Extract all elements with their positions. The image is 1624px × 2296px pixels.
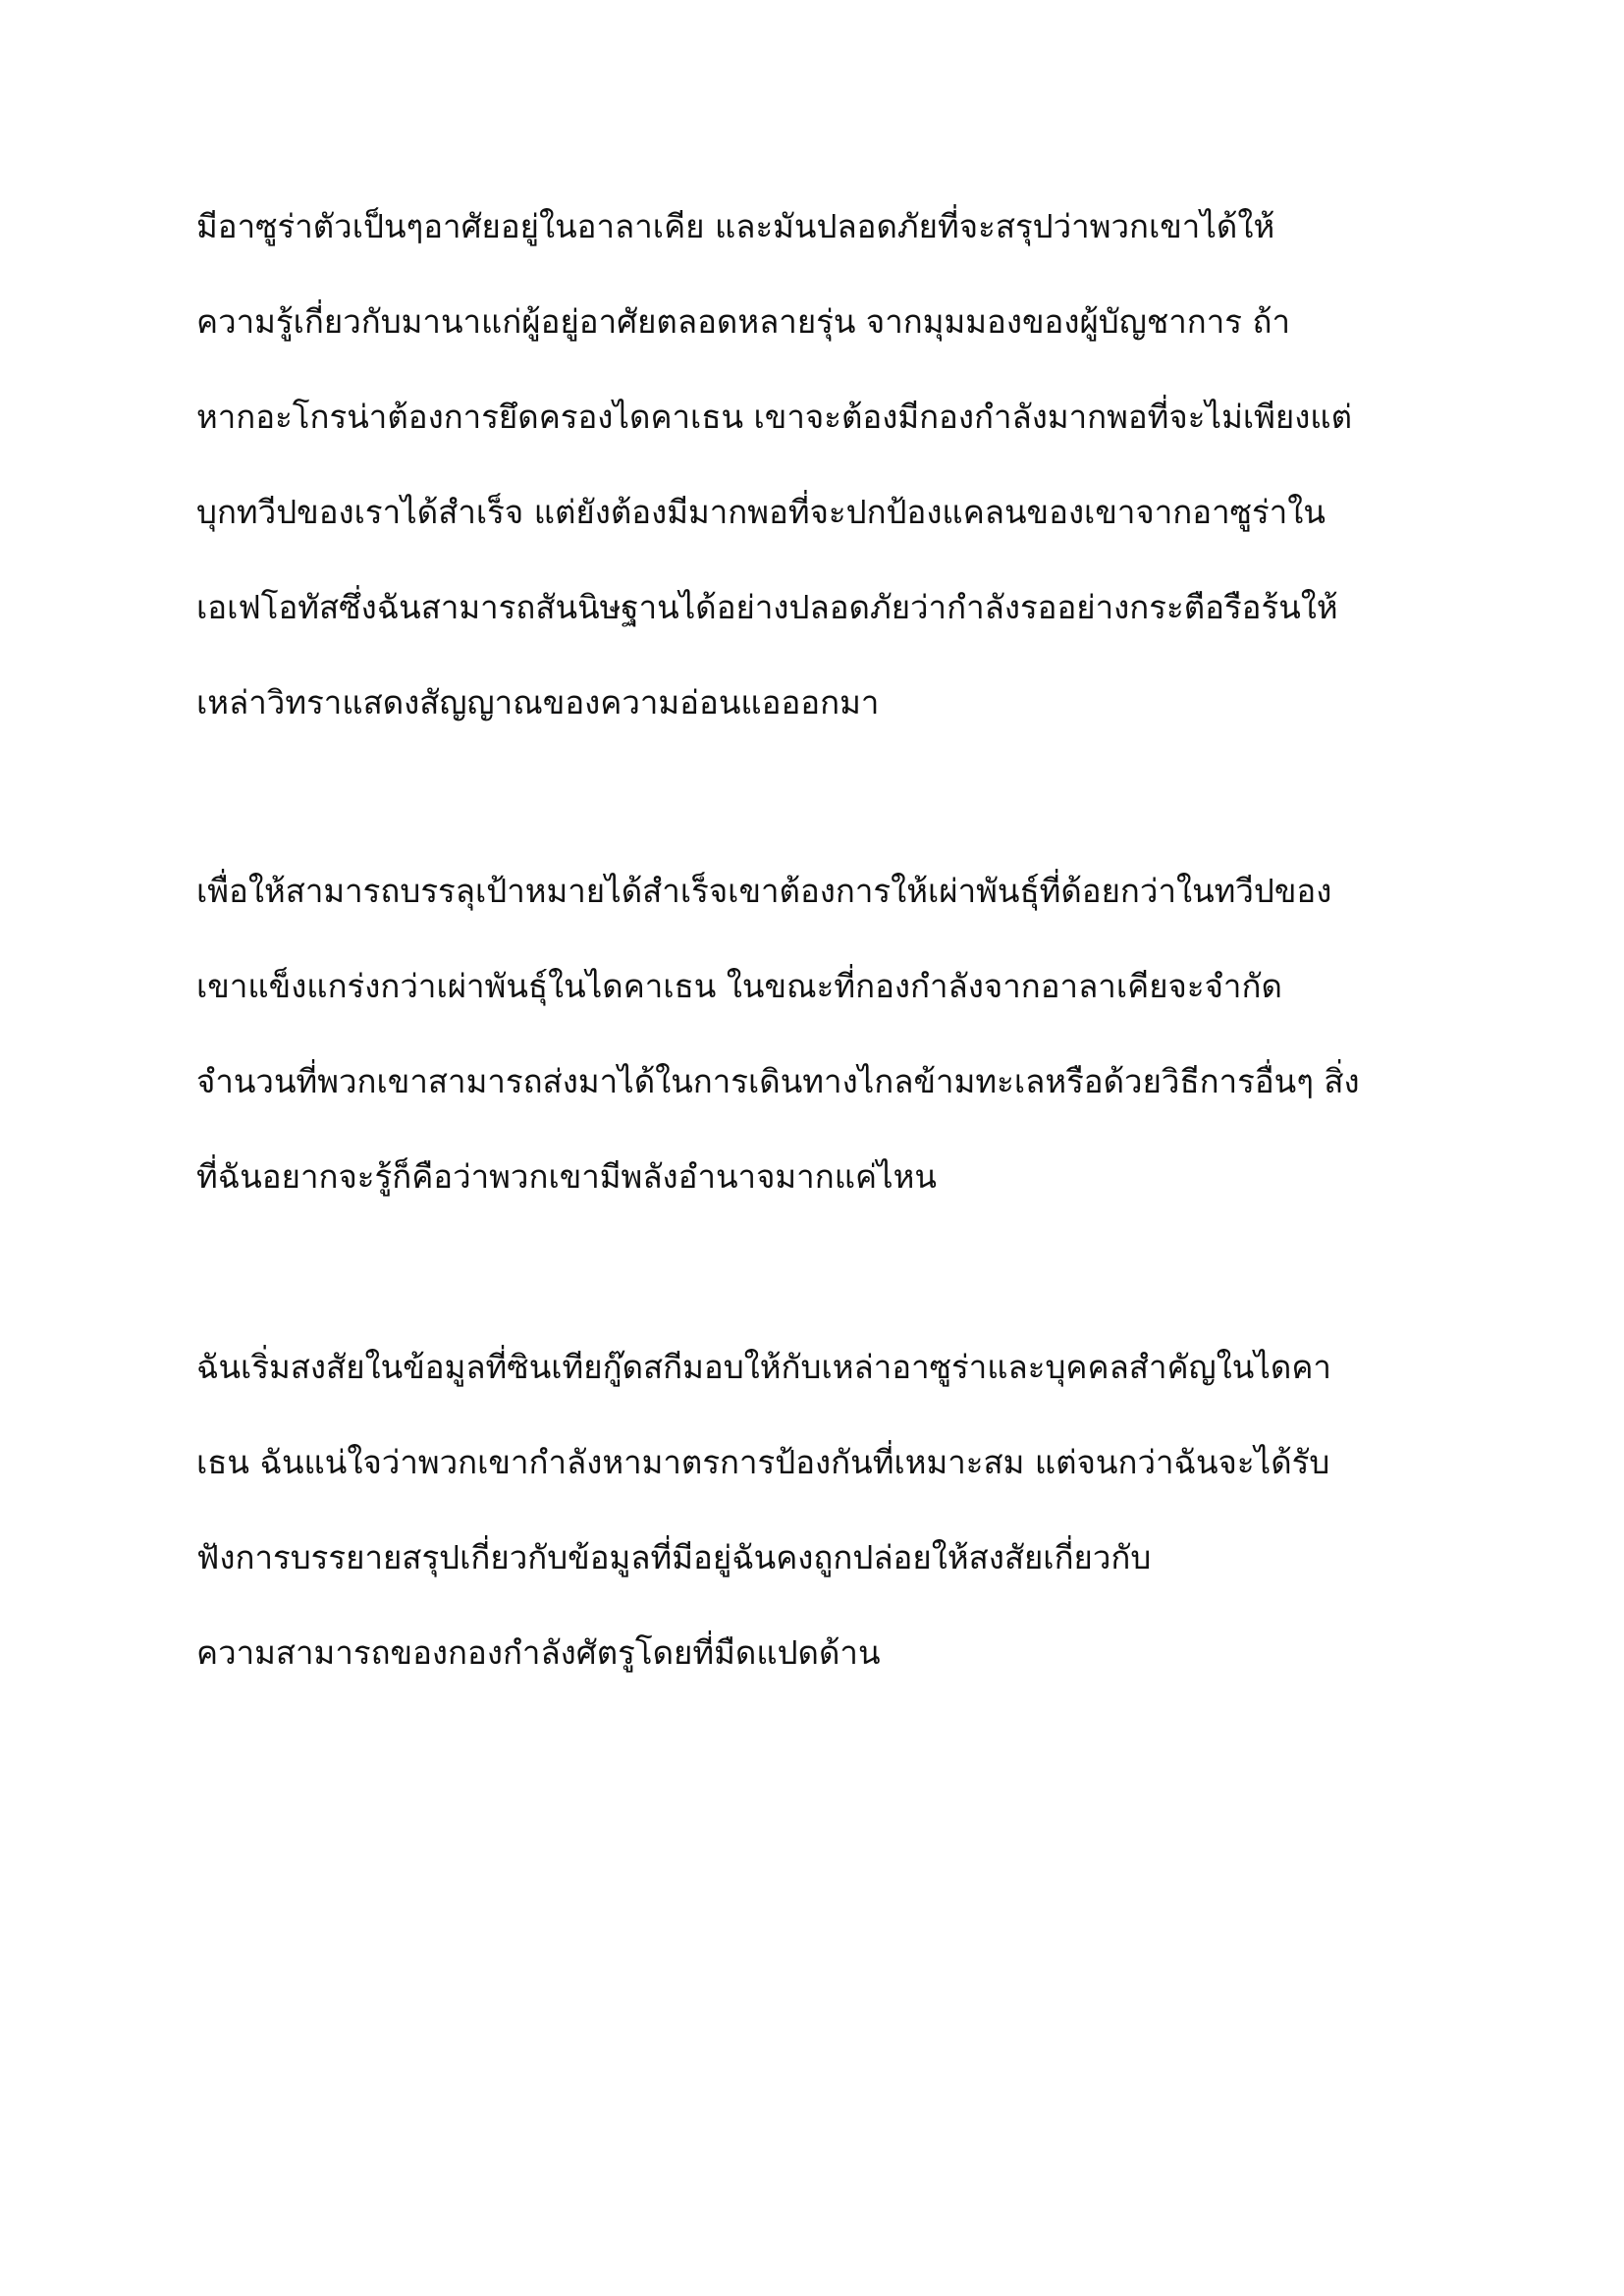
paragraph-line: ความสามารถของกองกำลังศัตรูโดยที่มืดแปดด้าน bbox=[196, 1633, 881, 1672]
paragraph-line: หากอะโกรน่าต้องการยึดครองไดคาเธน เขาจะต้องมีกองกำลังมากพอที่จะไม่เพียงแต่ bbox=[196, 398, 1353, 436]
paragraph-line: เพื่อให้สามารถบรรลุเป้าหมายได้สำเร็จเขาต้องการให้เผ่าพันธุ์ที่ด้อยกว่าในทวีปของ bbox=[196, 872, 1332, 910]
paragraph-line: จำนวนที่พวกเขาสามารถส่งมาได้ในการเดินทางไกลข้ามทะเลหรือด้วยวิธีการอื่นๆ สิ่ง bbox=[196, 1062, 1360, 1100]
paragraph-line: ที่ฉันอยากจะรู้ก็คือว่าพวกเขามีพลังอำนาจมากแค่ไหน bbox=[196, 1157, 937, 1196]
paragraph-line: ความรู้เกี่ยวกับมานาแก่ผู้อยู่อาศัยตลอดหลายรุ่น จากมุมมองของผู้บัญชาการ ถ้า bbox=[196, 302, 1291, 341]
paragraph-line: เหล่าวิทราแสดงสัญญาณของความอ่อนแอออกมา bbox=[196, 683, 880, 721]
paragraph-line: ฟังการบรรยายสรุปเกี่ยวกับข้อมูลที่มีอยู่ฉันคงถูกปล่อยให้สงสัยเกี่ยวกับ bbox=[196, 1538, 1152, 1576]
paragraph-line: มีอาซูร่าตัวเป็นๆอาศัยอยู่ในอาลาเคีย และมันปลอดภัยที่จะสรุปว่าพวกเขาได้ให้ bbox=[196, 207, 1275, 245]
paragraph-line: เขาแข็งแกร่งกว่าเผ่าพันธุ์ในไดคาเธน ในขณะที่กองกำลังจากอาลาเคียจะจำกัด bbox=[196, 967, 1282, 1005]
paragraph-line: บุกทวีปของเราได้สำเร็จ แต่ยังต้องมีมากพอที่จะปกป้องแคลนของเขาจากอาซูร่าใน bbox=[196, 493, 1326, 531]
paragraph-line: เธน ฉันแน่ใจว่าพวกเขากำลังหามาตรการป้องกันที่เหมาะสม แต่จนกว่าฉันจะได้รับ bbox=[196, 1443, 1330, 1481]
paragraph-line: ฉันเริ่มสงสัยในข้อมูลที่ซินเทียกู๊ดสกีมอบให้กับเหล่าอาซูร่าและบุคคลสำคัญในไดคา bbox=[196, 1348, 1331, 1386]
paragraph-line: เอเฟโอทัสซึ่งฉันสามารถสันนิษฐานได้อย่างปลอดภัยว่ากำลังรออย่างกระตือรือร้นให้ bbox=[196, 588, 1338, 626]
